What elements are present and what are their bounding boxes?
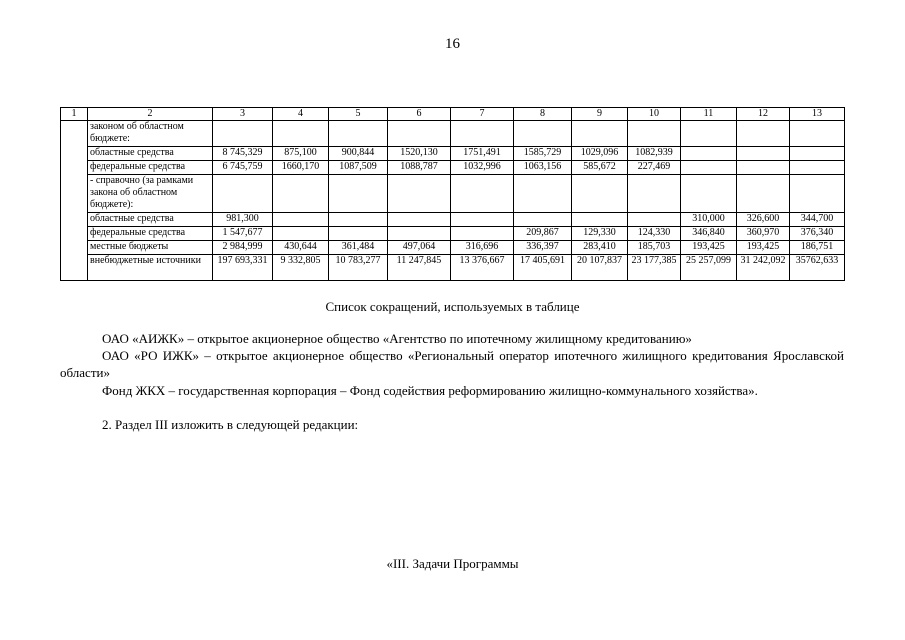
value-cell [737, 121, 790, 147]
value-cell: 9 332,805 [273, 255, 329, 281]
value-cell: 1 547,677 [213, 227, 273, 241]
abbreviation-paragraph: ОАО «РО ИЖК» – открытое акционерное общество «Региональный оператор ипотечного жилищного кредитования Ярославской области» [60, 348, 844, 380]
value-cell [451, 175, 514, 213]
table-header-row [61, 108, 845, 121]
value-cell: 1082,939 [628, 147, 681, 161]
value-cell: 900,844 [329, 147, 388, 161]
value-cell: 430,644 [273, 241, 329, 255]
value-cell [514, 213, 572, 227]
column-header: 2 [88, 108, 213, 121]
value-cell: 8 745,329 [213, 147, 273, 161]
value-cell [681, 161, 737, 175]
value-cell: 193,425 [737, 241, 790, 255]
value-cell: 1660,170 [273, 161, 329, 175]
abbreviation-paragraph: Фонд ЖКХ – государственная корпорация – Фонд содействия реформированию жилищно-коммунального хозяйства». [102, 383, 758, 398]
row-label: федеральные средства [88, 161, 213, 175]
column-header: 7 [451, 108, 514, 121]
table-row [61, 255, 845, 281]
value-cell [273, 121, 329, 147]
value-cell [628, 213, 681, 227]
table-row [61, 213, 845, 227]
column-header: 6 [388, 108, 451, 121]
value-cell: 23 177,385 [628, 255, 681, 281]
column-header: 11 [681, 108, 737, 121]
value-cell: 31 242,092 [737, 255, 790, 281]
value-cell [790, 175, 845, 213]
section-heading: «III. Задачи Программы [386, 556, 519, 571]
value-cell [388, 213, 451, 227]
value-cell: 344,700 [790, 213, 845, 227]
value-cell [737, 147, 790, 161]
value-cell: 1087,509 [329, 161, 388, 175]
value-cell [329, 213, 388, 227]
instruction-paragraph: 2. Раздел III изложить в следующей редакции: [102, 417, 359, 432]
value-cell: 6 745,759 [213, 161, 273, 175]
column-header: 10 [628, 108, 681, 121]
value-cell [681, 121, 737, 147]
column-header: 3 [213, 108, 273, 121]
value-cell: 875,100 [273, 147, 329, 161]
value-cell [329, 227, 388, 241]
table-row [61, 175, 845, 213]
empty-number-cell [61, 121, 88, 281]
value-cell: 316,696 [451, 241, 514, 255]
page-number: 16 [445, 36, 460, 52]
value-cell: 185,703 [628, 241, 681, 255]
value-cell: 25 257,099 [681, 255, 737, 281]
table-row [61, 227, 845, 241]
funding-table [60, 107, 845, 281]
value-cell: 17 405,691 [514, 255, 572, 281]
value-cell [737, 161, 790, 175]
value-cell [572, 121, 628, 147]
row-label: - справочно (за рамками закона об областном бюджете): [88, 175, 213, 213]
value-cell: 35762,633 [790, 255, 845, 281]
value-cell: 227,469 [628, 161, 681, 175]
value-cell: 193,425 [681, 241, 737, 255]
value-cell: 497,064 [388, 241, 451, 255]
value-cell [514, 175, 572, 213]
value-cell [388, 175, 451, 213]
row-label: областные средства [88, 147, 213, 161]
value-cell: 283,410 [572, 241, 628, 255]
row-label: внебюджетные источники [88, 255, 213, 281]
value-cell [329, 121, 388, 147]
value-cell [572, 175, 628, 213]
value-cell: 20 107,837 [572, 255, 628, 281]
value-cell [681, 175, 737, 213]
value-cell [273, 175, 329, 213]
value-cell [388, 121, 451, 147]
value-cell [329, 175, 388, 213]
column-header: 4 [273, 108, 329, 121]
value-cell: 11 247,845 [388, 255, 451, 281]
row-label: федеральные средства [88, 227, 213, 241]
row-label: местные бюджеты [88, 241, 213, 255]
value-cell: 1585,729 [514, 147, 572, 161]
column-header: 13 [790, 108, 845, 121]
value-cell: 2 984,999 [213, 241, 273, 255]
value-cell: 361,484 [329, 241, 388, 255]
table-row [61, 147, 845, 161]
abbreviations-title: Список сокращений, используемых в таблице [325, 299, 580, 314]
abbreviation-paragraph: ОАО «АИЖК» – открытое акционерное общество «Агентство по ипотечному жилищному кредитованию» [102, 331, 692, 346]
value-cell: 376,340 [790, 227, 845, 241]
value-cell [213, 121, 273, 147]
row-label: областные средства [88, 213, 213, 227]
value-cell [790, 147, 845, 161]
value-cell: 186,751 [790, 241, 845, 255]
value-cell [790, 121, 845, 147]
value-cell: 1029,096 [572, 147, 628, 161]
column-header: 5 [329, 108, 388, 121]
value-cell: 310,000 [681, 213, 737, 227]
value-cell [388, 227, 451, 241]
value-cell: 346,840 [681, 227, 737, 241]
value-cell [628, 175, 681, 213]
value-cell [273, 227, 329, 241]
value-cell: 129,330 [572, 227, 628, 241]
value-cell [628, 121, 681, 147]
value-cell: 197 693,331 [213, 255, 273, 281]
value-cell: 10 783,277 [329, 255, 388, 281]
value-cell: 13 376,667 [451, 255, 514, 281]
value-cell: 1520,130 [388, 147, 451, 161]
value-cell [213, 175, 273, 213]
value-cell [451, 121, 514, 147]
value-cell: 326,600 [737, 213, 790, 227]
column-header: 8 [514, 108, 572, 121]
value-cell: 585,672 [572, 161, 628, 175]
value-cell: 209,867 [514, 227, 572, 241]
value-cell: 981,300 [213, 213, 273, 227]
value-cell: 1088,787 [388, 161, 451, 175]
value-cell [681, 147, 737, 161]
row-label: законом об областном бюджете: [88, 121, 213, 147]
table-row [61, 161, 845, 175]
value-cell [273, 213, 329, 227]
table-body [61, 121, 845, 281]
value-cell: 360,970 [737, 227, 790, 241]
value-cell [790, 161, 845, 175]
value-cell: 124,330 [628, 227, 681, 241]
value-cell [737, 175, 790, 213]
value-cell: 1063,156 [514, 161, 572, 175]
value-cell [451, 213, 514, 227]
value-cell: 1032,996 [451, 161, 514, 175]
value-cell: 1751,491 [451, 147, 514, 161]
column-header: 12 [737, 108, 790, 121]
value-cell: 336,397 [514, 241, 572, 255]
value-cell [451, 227, 514, 241]
column-header: 1 [61, 108, 88, 121]
value-cell [514, 121, 572, 147]
table-row [61, 121, 845, 147]
value-cell [572, 213, 628, 227]
column-header: 9 [572, 108, 628, 121]
table-row [61, 241, 845, 255]
